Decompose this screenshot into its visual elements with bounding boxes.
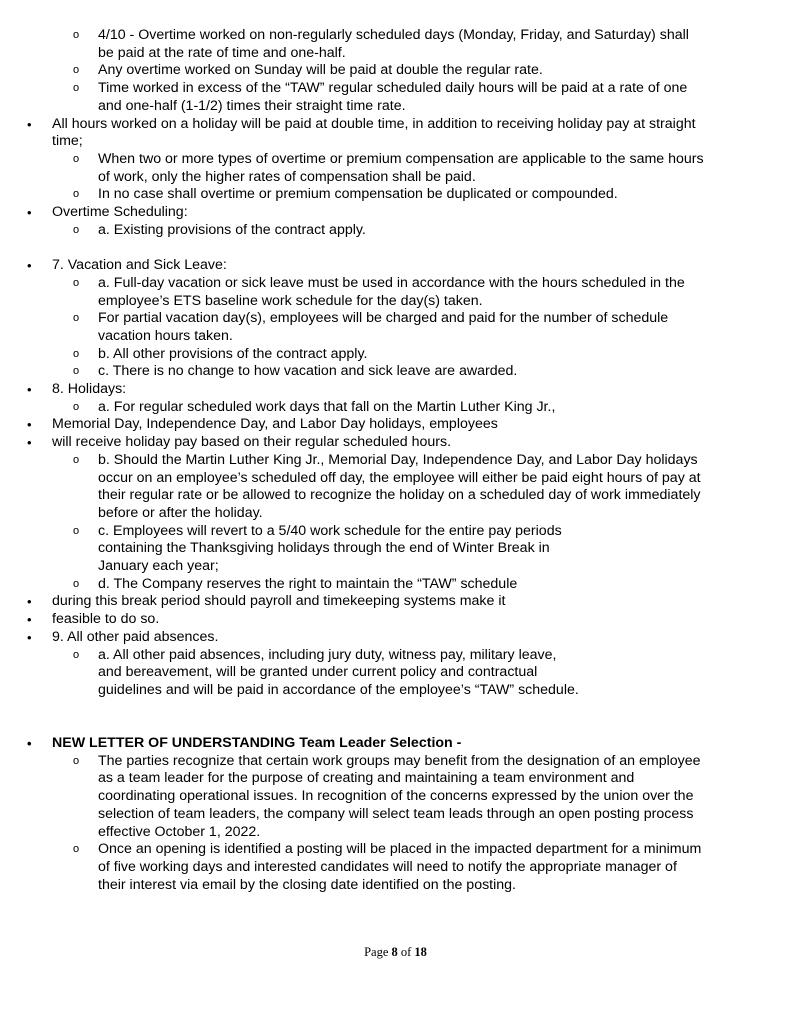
line-text: of five working days and interested candidates will need to notify the appropriate manager of [98, 859, 677, 875]
sub-bullet-item [0, 310, 791, 345]
line-text: a. All other paid absences, including jury duty, witness pay, military leave, [98, 646, 557, 663]
text-line [0, 186, 791, 204]
line-text: their regular rate or be allowed to recognize the holiday on a scheduled day of work immediately [98, 487, 701, 504]
line-text: January each year; [98, 558, 219, 575]
text-line [0, 558, 791, 576]
bullet-item [0, 629, 791, 647]
text-line [0, 629, 791, 647]
line-text: will receive holiday pay based on their regular scheduled hours. [52, 434, 452, 451]
circle-marker: o [73, 188, 80, 201]
line-text: be paid at the rate of time and one-half. [98, 44, 346, 61]
bullet-item [0, 735, 791, 753]
bullet-item [0, 611, 791, 629]
line-text: Once an opening is identified a posting will be placed in the impacted department for a minimum [98, 841, 702, 858]
text-line [0, 682, 791, 700]
text-line [0, 664, 791, 682]
text-line [0, 116, 791, 134]
text-line [0, 859, 791, 877]
text-line [0, 434, 791, 452]
line-text: of work, only the higher rates of compensation shall be paid. [98, 168, 476, 185]
text-line [0, 788, 791, 806]
sub-bullet-item [0, 80, 791, 115]
line-text: effective October 1, 2022. [98, 823, 261, 840]
bullet-item [0, 204, 791, 222]
text-line [0, 275, 791, 293]
sub-bullet-item [0, 753, 791, 842]
circle-marker: o [73, 29, 80, 41]
blank-line [0, 717, 791, 735]
text-line [0, 540, 791, 558]
text-line [0, 27, 791, 45]
sub-bullet-item [0, 151, 791, 186]
text-line [0, 806, 791, 824]
line-text: a. Existing provisions of the contract apply. [98, 221, 366, 238]
line-text: coordinating operational issues. In recognition of the concerns expressed by the union over the [98, 788, 694, 805]
bullet-marker: • [27, 736, 32, 752]
circle-marker: o [73, 843, 80, 856]
text-line [0, 611, 791, 629]
text-line [0, 824, 791, 842]
line-text: selection of team leaders, the company will select team leads through an open posting process [98, 805, 694, 822]
line-text: 8. Holidays: [52, 381, 127, 398]
line-text: during this break period should payroll and timekeeping systems make it [52, 593, 506, 610]
circle-marker: o [73, 400, 80, 413]
bullet-item [0, 434, 791, 452]
text-line [0, 45, 791, 63]
bullet-marker: • [27, 612, 32, 628]
text-line [0, 169, 791, 187]
line-text: employee’s ETS baseline work schedule for the day(s) taken. [98, 292, 483, 309]
line-text: 4/10 - Overtime worked on non-regularly scheduled days (Monday, Friday, and Saturday) shall [98, 27, 689, 43]
line-text: NEW LETTER OF UNDERSTANDING Team Leader Selection - [52, 735, 462, 752]
line-text: their interest via email by the closing date identified on the posting. [98, 876, 516, 893]
bullet-marker: • [27, 258, 32, 274]
line-text: a. For regular scheduled work days that fall on the Martin Luther King Jr., [98, 398, 556, 415]
line-text: time; [52, 133, 83, 150]
sub-bullet-item [0, 62, 791, 80]
sub-bullet-item [0, 841, 791, 894]
text-line [0, 80, 791, 98]
line-text: d. The Company reserves the right to maintain the “TAW” schedule [98, 575, 518, 592]
circle-marker: o [73, 524, 80, 537]
circle-marker: o [73, 82, 80, 95]
line-text: feasible to do so. [52, 611, 160, 628]
line-text: guidelines and will be paid in accordance of the employee’s “TAW” schedule. [98, 682, 579, 698]
text-line [0, 647, 791, 665]
text-line [0, 346, 791, 364]
line-text: b. Should the Martin Luther King Jr., Memorial Day, Independence Day, and Labor Day holidays [98, 451, 698, 468]
bullet-item [0, 416, 791, 434]
text-line [0, 293, 791, 311]
circle-marker: o [73, 365, 80, 378]
bullet-marker: • [27, 205, 32, 221]
text-line [0, 222, 791, 240]
circle-marker: o [73, 577, 80, 590]
line-text: and one-half (1-1/2) times their straight time rate. [98, 97, 406, 114]
text-line [0, 328, 791, 346]
bullet-marker: • [27, 417, 32, 433]
blank-line [0, 700, 791, 718]
circle-marker: o [73, 453, 80, 466]
sub-bullet-item [0, 275, 791, 310]
circle-marker: o [73, 312, 80, 325]
page-current: 8 [391, 945, 398, 959]
line-text: c. Employees will revert to a 5/40 work schedule for the entire pay periods [98, 522, 562, 539]
text-line [0, 735, 791, 753]
sub-bullet-item [0, 576, 791, 594]
text-line [0, 204, 791, 222]
line-text: occur on an employee’s scheduled off day, the employee will either be paid eight hours of pay at [98, 469, 701, 486]
sub-bullet-item [0, 523, 791, 576]
text-line [0, 363, 791, 381]
line-text: When two or more types of overtime or premium compensation are applicable to the same hours [98, 150, 704, 167]
circle-marker: o [73, 152, 80, 165]
line-text: b. All other provisions of the contract apply. [98, 345, 368, 362]
text-line [0, 151, 791, 169]
circle-marker: o [73, 223, 80, 236]
text-line [0, 841, 791, 859]
document-body [0, 27, 791, 894]
line-text: Time worked in excess of the “TAW” regular scheduled daily hours will be paid at a rate of one [98, 80, 688, 97]
text-line [0, 523, 791, 541]
bullet-item [0, 257, 791, 275]
bullet-marker: • [27, 116, 32, 132]
line-text: The parties recognize that certain work groups may benefit from the designation of an employee [98, 752, 701, 769]
bullet-item [0, 116, 791, 151]
sub-bullet-item [0, 27, 791, 62]
line-text: 7. Vacation and Sick Leave: [52, 257, 227, 274]
line-text: and bereavement, will be granted under current policy and contractual [98, 664, 538, 681]
text-line [0, 753, 791, 771]
sub-bullet-item [0, 222, 791, 240]
text-line [0, 133, 791, 151]
bullet-marker: • [27, 435, 32, 451]
sub-bullet-item [0, 363, 791, 381]
line-text: as a team leader for the purpose of creating and maintaining a team environment and [98, 770, 635, 787]
text-line [0, 416, 791, 434]
line-text: containing the Thanksgiving holidays through the end of Winter Break in [98, 540, 550, 557]
bullet-item [0, 593, 791, 611]
text-line [0, 310, 791, 328]
page-of: of [397, 945, 415, 959]
line-text: All hours worked on a holiday will be paid at double time, in addition to receiving holiday pay at straight [52, 115, 696, 132]
page-label: Page [364, 945, 392, 959]
line-text: For partial vacation day(s), employees will be charged and paid for the number of schedule [98, 310, 669, 327]
sub-bullet-item [0, 452, 791, 523]
text-line [0, 381, 791, 399]
text-line [0, 770, 791, 788]
line-text: before or after the holiday. [98, 504, 263, 521]
text-line [0, 877, 791, 895]
circle-marker: o [73, 64, 80, 77]
text-line [0, 98, 791, 116]
circle-marker: o [73, 648, 80, 661]
page-footer [0, 945, 791, 960]
page-total: 18 [414, 945, 427, 959]
sub-bullet-item [0, 399, 791, 417]
sub-bullet-item [0, 346, 791, 364]
line-text: a. Full-day vacation or sick leave must be used in accordance with the hours scheduled in the [98, 274, 685, 291]
sub-bullet-item [0, 647, 791, 700]
text-line [0, 452, 791, 470]
text-line [0, 399, 791, 417]
line-text: Any overtime worked on Sunday will be paid at double the regular rate. [98, 62, 543, 79]
line-text: c. There is no change to how vacation and sick leave are awarded. [98, 363, 518, 380]
line-text: 9. All other paid absences. [52, 628, 219, 645]
line-text: Overtime Scheduling: [52, 204, 188, 221]
text-line [0, 576, 791, 594]
text-line [0, 505, 791, 523]
text-line [0, 257, 791, 275]
bullet-marker: • [27, 594, 32, 610]
text-line [0, 593, 791, 611]
circle-marker: o [73, 754, 80, 767]
sub-bullet-item [0, 186, 791, 204]
bullet-marker: • [27, 382, 32, 398]
circle-marker: o [73, 347, 80, 360]
text-line [0, 487, 791, 505]
bullet-item [0, 381, 791, 399]
bullet-marker: • [27, 629, 32, 645]
line-text: vacation hours taken. [98, 327, 233, 344]
circle-marker: o [73, 276, 80, 289]
blank-line [0, 239, 791, 257]
text-line [0, 470, 791, 488]
line-text: Memorial Day, Independence Day, and Labor Day holidays, employees [52, 416, 498, 433]
line-text: In no case shall overtime or premium compensation be duplicated or compounded. [98, 186, 618, 203]
text-line [0, 62, 791, 80]
